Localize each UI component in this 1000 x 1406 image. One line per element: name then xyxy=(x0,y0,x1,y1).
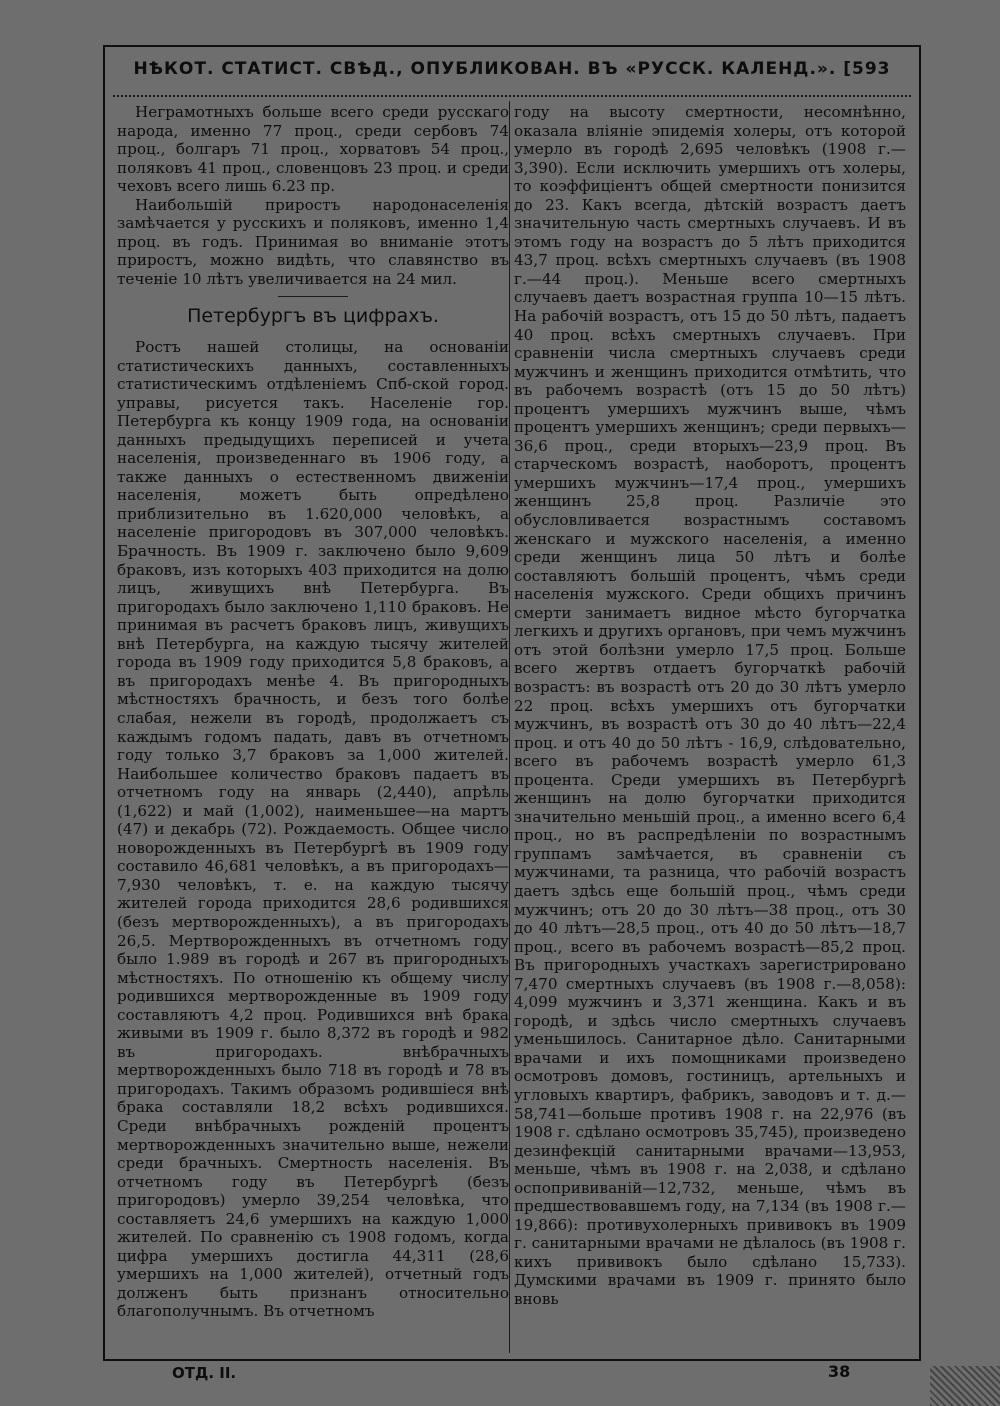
page-number: 38 xyxy=(828,1362,851,1381)
footer-section-label: ОТД. II. xyxy=(172,1364,237,1382)
scan-edge-texture xyxy=(930,1366,1000,1406)
paragraph-petersburg-stats: Ростъ нашей столицы, на основаніи статистическихъ данныхъ, составленныхъ статистическимъ отдѣленіемъ Спб-ской город. управы, рисуется такъ. Населеніе гор. Петербурга къ концу 1909 года, на основаніи данныхъ предыдущихъ переписей и учета населенія, произведеннаго въ 1906 году, а также данныхъ о естественномъ движеніи населенія, можетъ быть опредѣлено приблизительно въ 1.620,000 человѣкъ, а населеніе пригородовъ въ 307,000 человѣкъ. Брачность. Въ 1909 г. заключено было 9,609 браковъ, изъ которыхъ 403 приходится на долю лицъ, живущихъ внѣ Петербурга. Въ пригородахъ было заключено 1,110 браковъ. Не принимая въ расчетъ браковъ лицъ, живущихъ внѣ Петербурга, на каждую тысячу жителей города въ 1909 году приходится 5,8 браковъ, а въ пригородахъ менѣе 4. Въ пригородныхъ мѣстностяхъ брачность, и безъ того болѣе слабая, нежели въ городѣ, продолжаетъ съ каждымъ годомъ падать, давъ въ отчетномъ году только 3,7 браковъ за 1,000 жителей. Наибольшее количество браковъ падаетъ въ отчетномъ году на январь (2,440), апрѣль (1,622) и май (1,002), наименьшее—на мартъ (47) и декабрь (72). Рождаемость. Общее число новорожденныхъ въ Петербургѣ въ 1909 году составило 46,681 человѣкъ, а въ пригородахъ—7,930 человѣкъ, т. е. на каждую тысячу жителей города приходится 28,6 родившихся (безъ мертворожденныхъ), а въ пригородахъ 26,5. Мертворожденныхъ въ отчетномъ году было 1.989 въ городѣ и 267 въ пригородныхъ мѣстностяхъ. По отношенію къ общему числу родившихся мертворожденные въ 1909 году составляютъ 4,2 проц. Родившихся внѣ брака живыми въ 1909 г. было 8,372 въ городѣ и 982 въ пригородахъ. внѣбрачныхъ мертворожденныхъ было 718 въ городѣ и 78 въ пригородахъ. Такимъ образомъ родившіеся внѣ брака составляли 18,2 всѣхъ родившихся. Среди внѣбрачныхъ рожденій процентъ мертворожденныхъ значительно выше, нежели среди брачныхъ. Смертность населенія. Въ отчетномъ году въ Петербургѣ (безъ пригородовъ) умерло 39,254 человѣка, что составляетъ 24,6 умершихъ на каждую 1,000 жителей. По сравненію съ 1908 годомъ, когда цифра умершихъ достигла 44,311 (28,6 умершихъ на 1,000 жителей), отчетный годъ долженъ быть признанъ относительно благополучнымъ. Въ отчетномъ xyxy=(117,338,509,1321)
paragraph-mortality-continued: году на высоту смертности, несомнѣнно, оказала вліяніе эпидемія холеры, отъ которой умерло въ городѣ 2,695 человѣкъ (1908 г.—3,390). Если исключить умершихъ отъ холеры, то коэффиціентъ общей смертности понизится до 23. Какъ всегда, дѣтскій возрастъ даетъ значительную часть смертныхъ случаевъ. И въ этомъ году на возрастъ до 5 лѣтъ приходится 43,7 проц. всѣхъ смертныхъ случаевъ (въ 1908 г.—44 проц.). Меньше всего смертныхъ случаевъ даетъ возрастная группа 10—15 лѣтъ. На рабочій возрастъ, отъ 15 до 50 лѣтъ, падаетъ 40 проц. всѣхъ смертныхъ случаевъ. При сравненіи числа смертныхъ случаевъ среди мужчинъ и женщинъ приходится отмѣтить, что въ рабочемъ возрастѣ (отъ 15 до 50 лѣтъ) процентъ умершихъ мужчинъ выше, чѣмъ процентъ умершихъ женщинъ; среди первыхъ—36,6 проц., среди вторыхъ—23,9 проц. Въ старческомъ возрастѣ, наоборотъ, процентъ умершихъ мужчинъ—17,4 проц., умершихъ женщинъ 25,8 проц. Различіе это обусловливается возрастнымъ составомъ женскаго и мужского населенія, а именно среди женщинъ лица 50 лѣтъ и болѣе составляютъ большій процентъ, чѣмъ среди населенія мужского. Среди общихъ причинъ смерти занимаетъ видное мѣсто бугорчатка легкихъ и другихъ органовъ, при чемъ мужчинъ отъ этой болѣзни умерло 17,5 проц. Больше всего жертвъ отдаетъ бугорчаткѣ рабочій возрастъ: въ возрастѣ отъ 20 до 30 лѣтъ умерло 22 проц. всѣхъ умершихъ отъ бугорчатки мужчинъ, въ возрастѣ отъ 30 до 40 лѣтъ—22,4 проц. и отъ 40 до 50 лѣтъ - 16,9, слѣдовательно, всего въ рабочемъ возрастѣ умерло 61,3 процента. Среди умершихъ въ Петербургѣ женщинъ на долю бугорчатки приходится значительно меньшій проц., а именно всего 6,4 проц., но въ распредѣленіи по возрастнымъ группамъ замѣчается, въ сравненіи съ мужчинами, та разница, что рабочій возрастъ даетъ здѣсь еще большій проц., чѣмъ среди мужчинъ; отъ 20 до 30 лѣтъ—38 проц., отъ 30 до 40 лѣтъ—28,5 проц., отъ 40 до 50 лѣтъ—18,7 проц., всего въ рабочемъ возрастѣ—85,2 проц. Въ пригородныхъ участкахъ зарегистрировано 7,470 смертныхъ случаевъ (въ 1908 г.—8,058): 4,099 мужчинъ и 3,371 женщина. Какъ и въ городѣ, и здѣсь число смертныхъ случаевъ уменьшилось. Санитарное дѣло. Санитарными врачами и ихъ помощниками произведено осмотровъ домовъ, гостиницъ, артельныхъ и угловыхъ квартиръ, фабрикъ, заводовъ и т. д.—58,741—больше противъ 1908 г. на 22,976 (въ 1908 г. сдѣлано осмотровъ 35,745), произведено дезинфекцій санитарными врачами—13,953, меньше, чѣмъ въ 1908 г. на 2,038, и сдѣлано оспопрививаній—12,732, меньше, чѣмъ въ предшествовавшемъ году, на 7,134 (въ 1908 г.—19,866): противухолерныхъ прививокъ въ 1909 г. санитарными врачами не дѣлалось (въ 1908 г. кихъ прививокъ было сдѣлано 15,733). Думскими врачами въ 1909 г. принято было вновь xyxy=(514,103,906,1308)
running-header: НѢКОТ. СТАТИСТ. СВѢД., ОПУБЛИКОВАН. ВЪ «РУССК. КАЛЕНД.». [593 xyxy=(133,59,891,79)
right-column xyxy=(514,103,906,1351)
column-divider xyxy=(509,101,510,1353)
page-frame xyxy=(103,45,921,1361)
header-rule xyxy=(113,95,911,97)
paragraph-population-growth: Наибольшій приростъ народонаселенія замѣчается у русскихъ и поляковъ, именно 1,4 проц. въ годъ. Принимая во вниманіе этотъ приростъ, можно видѣть, что славянство въ теченіе 10 лѣтъ увеличивается на 24 мил. xyxy=(117,195,509,288)
section-divider xyxy=(278,296,348,297)
left-column xyxy=(117,103,509,1351)
paragraph-illiteracy: Неграмотныхъ больше всего среди русскаго народа, именно 77 проц., среди сербовъ 74 проц., болгаръ 71 проц., хорватовъ 54 проц., поляковъ 41 проц., словенцовъ 23 проц. и среди чеховъ всего лишь 6.23 пр. xyxy=(117,103,509,196)
section-title: Петербургъ въ цифрахъ. xyxy=(187,305,439,328)
